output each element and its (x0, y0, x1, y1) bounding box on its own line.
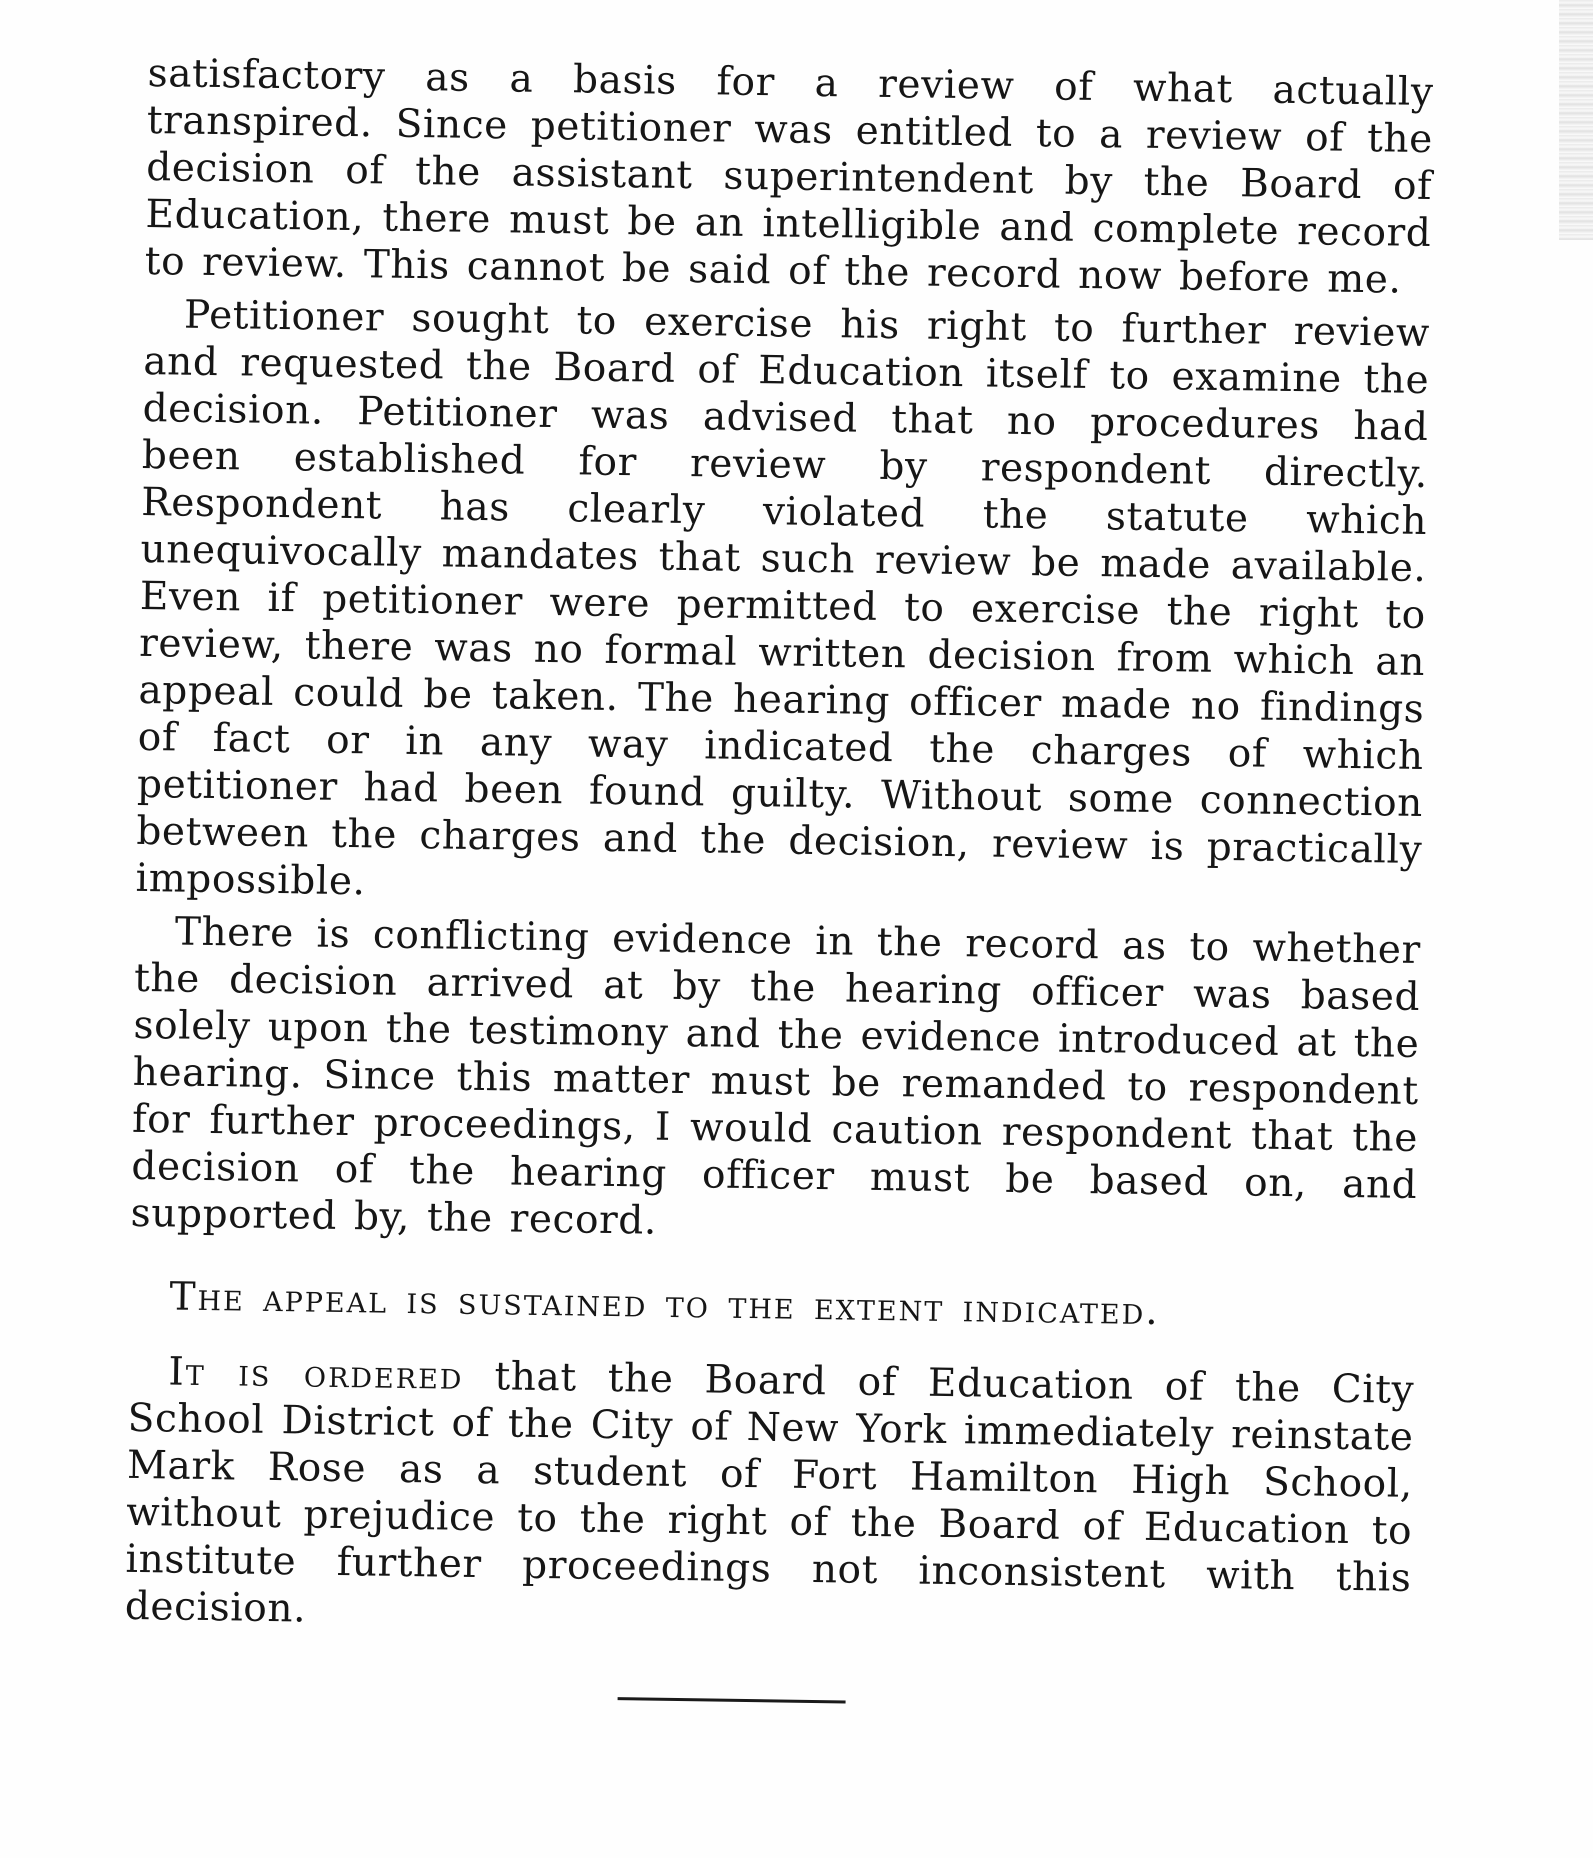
order-text: that the Board of Education of the City School District of the City of New York immediately reinstate Mark Rose as a student of Fort Hamilton High School, without prejudice to the right of the Board of Education to institute further proceedings not inconsistent with this decision. (124, 1353, 1415, 1632)
ruling-statement: The appeal is sustained to the extent indicated. (169, 1274, 1161, 1335)
paragraph-further-review: Petitioner sought to exercise his right to further review and requested the Board of Education itself to examine the decision. Petitioner was advised that no procedures had been established for review by respondent directly. Respondent has clearly violated the statute which unequivocally mandates that such review be made available. Even if petitioner were permitted to exercise the right to review, there was no formal written decision from which an appeal could be taken. The hearing officer made no findings of fact or in any way indicated the charges of which petitioner had been found guilty. Without some connection between the charges and the decision, review is practically impossible. (135, 292, 1431, 905)
scan-edge-artifact (1559, 0, 1593, 240)
order-paragraph (125, 1348, 1415, 1649)
order-lead: It is ordered (168, 1349, 464, 1399)
paragraph-conflicting-evidence: There is conflicting evidence in the record as to whether the decision arrived at by the hearing officer was based solely upon the testimony and the evidence introduced at the hearing. Since this matter must be remanded to respondent for further proceedings, I would caution respondent that the decision of the hearing officer must be based on, and supported by, the record. (130, 909, 1422, 1244)
closing-rule (618, 1697, 846, 1703)
text-column (122, 50, 1433, 1789)
paragraph-record-review: satisfactory as a basis for a review of what actually transpired. Since petitioner was entitled to a review of the decision of the assistant superintendent by the Board of Education, there must be an intelligible and complete record to review. This cannot be said of the record now before me. (144, 50, 1434, 303)
